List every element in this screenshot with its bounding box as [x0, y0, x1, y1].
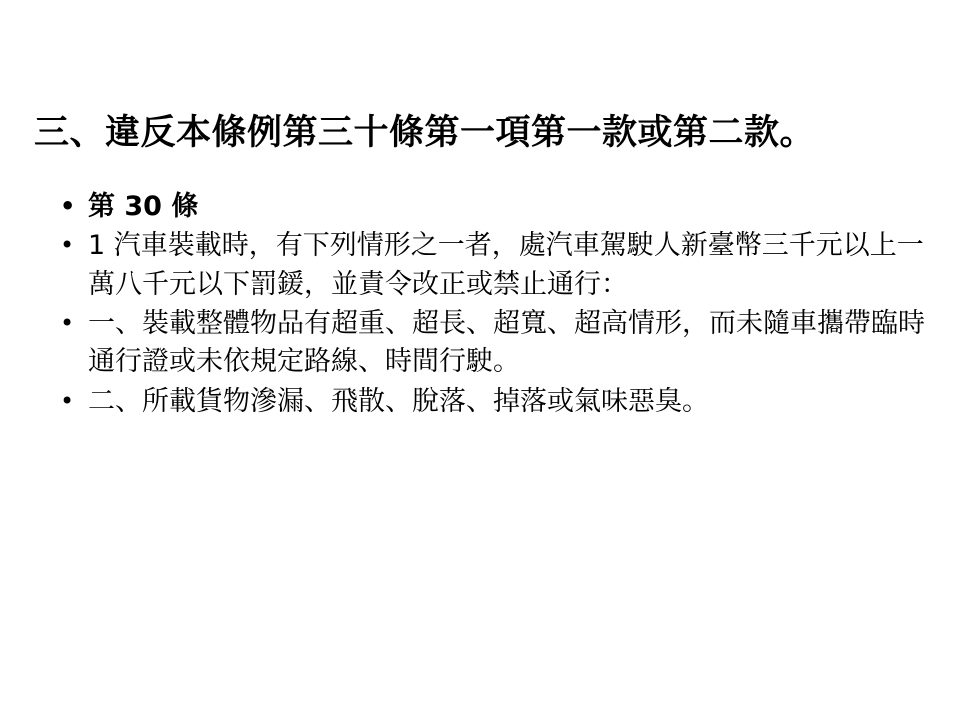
list-item: • 第 30 條: [48, 188, 928, 226]
list-item: • 一、裝載整體物品有超重、超長、超寬、超高情形，而未隨車攜帶臨時通行證或未依規定路線、時間行駛。: [48, 305, 928, 382]
list-item: • 1 汽車裝載時，有下列情形之一者，處汽車駕駛人新臺幣三千元以上一萬八千元以下罰鍰，並責令改正或禁止通行：: [48, 227, 928, 304]
bullet-list: [48, 188, 928, 421]
slide-body: [48, 188, 928, 422]
page-title: 三、違反本條例第三十條第一項第一款或第二款。: [34, 113, 816, 153]
list-item: • 二、所載貨物滲漏、飛散、脫落、掉落或氣味惡臭。: [48, 383, 928, 421]
